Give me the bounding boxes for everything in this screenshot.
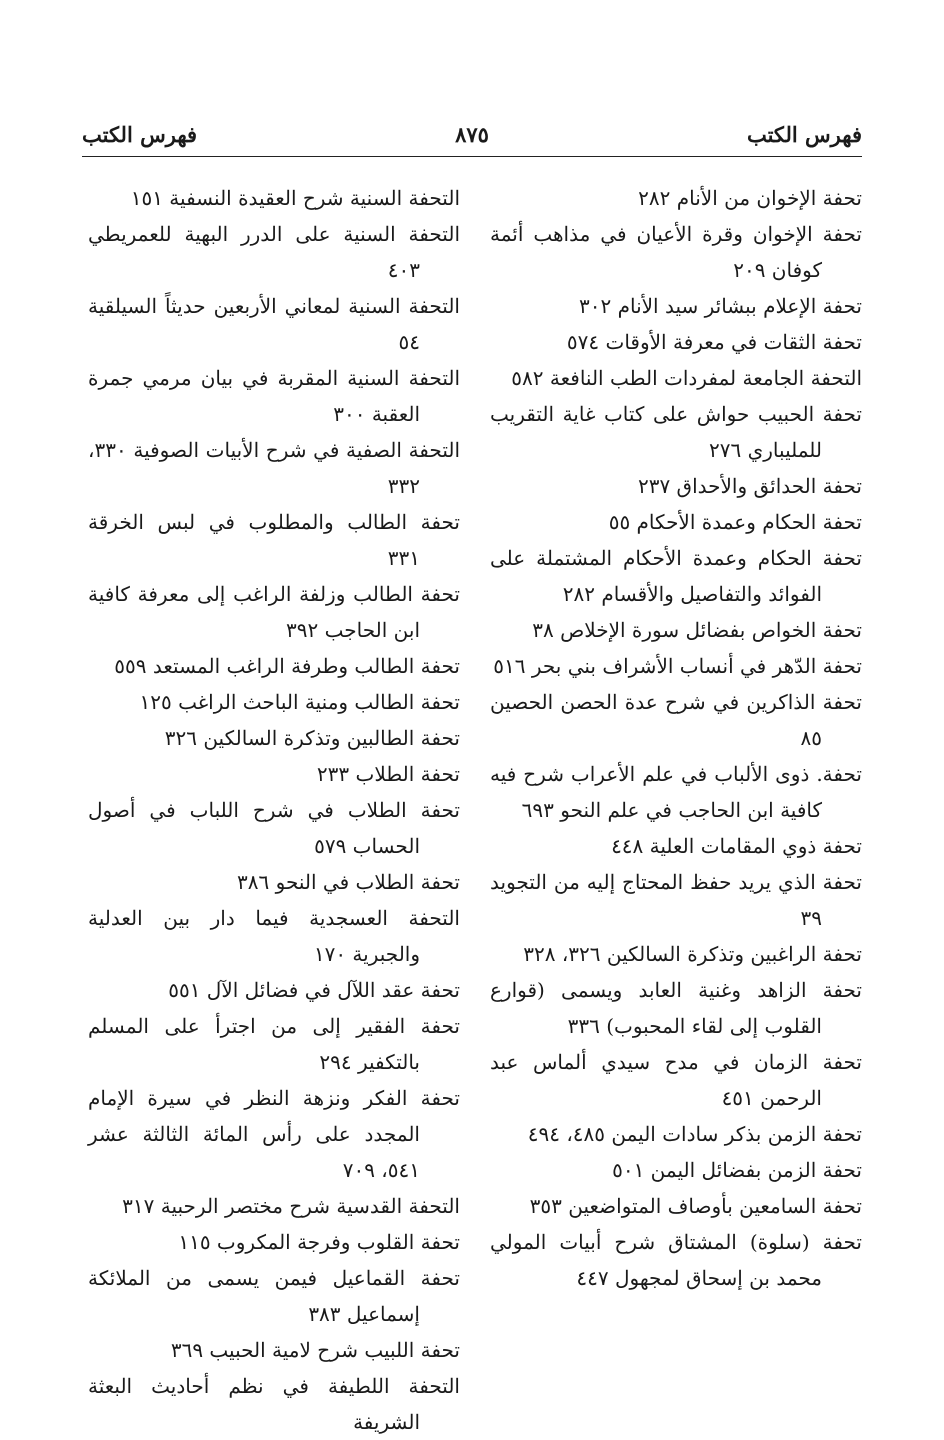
index-entry: التحفة السنية شرح العقيدة النسفية ١٥١ xyxy=(130,186,460,210)
index-entry: تحفة الطالبين وتذكرة السالكين ٣٢٦ xyxy=(164,726,460,750)
index-entry: تحفة الحدائق والأحداق ٢٣٧ xyxy=(637,474,862,498)
index-entry: تحفة (سلوة) المشتاق شرح أبيات المولي محمد بن إسحاق لمجهول ٤٤٧ xyxy=(490,1230,862,1290)
index-entry: التحفة السنية على الدرر البهية للعمريطي ٤٠٣ xyxy=(88,222,460,282)
index-entry: تحفة الحكام وعمدة الأحكام المشتملة على الفوائد والتفاصيل والأقسام ٢٨٢ xyxy=(490,546,862,606)
index-column-left xyxy=(88,180,460,1440)
index-entry: تحفة الراغبين وتذكرة السالكين ٣٢٦، ٣٢٨ xyxy=(523,942,862,966)
running-title-right: فهرس الكتب xyxy=(746,122,862,147)
index-entry: تحفة الدّهر في أنساب الأشراف بني بحر ٥١٦ xyxy=(493,654,862,678)
index-entry: تحفة الحبيب حواش على كتاب غاية التقريب للمليباري ٢٧٦ xyxy=(490,402,862,462)
index-entry: تحفة القلوب وفرجة المكروب ١١٥ xyxy=(178,1230,460,1254)
index-entry: تحفة الزمان في مدح سيدي ألماس عبد الرحمن ٤٥١ xyxy=(490,1050,862,1110)
index-entry: تحفة الزمن بذكر سادات اليمن ٤٨٥، ٤٩٤ xyxy=(527,1122,862,1146)
index-column-right xyxy=(490,180,862,1296)
index-entry: تحفة الذي يريد حفظ المحتاج إليه من التجويد ٣٩ xyxy=(490,870,862,930)
page-header xyxy=(82,118,862,158)
running-title-left: فهرس الكتب xyxy=(82,122,198,147)
index-entry: التحفة السنية لمعاني الأربعين حديثاً السيلقية ٥٤ xyxy=(88,294,460,354)
index-entry: تحفة عقد اللآل في فضائل الآل ٥٥١ xyxy=(168,978,460,1002)
index-entry: تحفة الزاهد وغنية العابد ويسمى (قوارع القلوب إلى لقاء المحبوب) ٣٣٦ xyxy=(490,978,862,1038)
header-rule xyxy=(82,156,862,157)
index-entry: تحفة الطلاب في شرح اللباب في أصول الحساب ٥٧٩ xyxy=(88,798,460,858)
index-entry: تحفة القماعيل فيمن يسمى من الملائكة إسماعيل ٣٨٣ xyxy=(88,1266,460,1326)
index-entry: تحفة الطالب وزلفة الراغب إلى معرفة كافية ابن الحاجب ٣٩٢ xyxy=(88,582,460,642)
index-entry: تحفة الطلاب في النحو ٣٨٦ xyxy=(237,870,460,894)
index-entry: تحفة الحكام وعمدة الأحكام ٥٥ xyxy=(608,510,862,534)
index-entry: تحفة الخواص بفضائل سورة الإخلاص ٣٨ xyxy=(532,618,862,642)
index-entry: تحفة الطالب ومنية الباحث الراغب ١٢٥ xyxy=(139,690,460,714)
index-entry: تحفة الثقات في معرفة الأوقات ٥٧٤ xyxy=(566,330,862,354)
index-entry: تحفة الفكر ونزهة النظر في سيرة الإمام المجدد على رأس المائة الثالثة عشر ٥٤١، ٧٠٩ xyxy=(88,1086,460,1182)
index-entry: التحفة العسجدية فيما دار بين العدلية والجبرية ١٧٠ xyxy=(88,906,460,966)
index-entry: تحفة. ذوى الألباب في علم الأعراب شرح فيه كافية ابن الحاجب في علم النحو ٦٩٣ xyxy=(490,762,862,822)
index-entry: التحفة السنية المقربة في بيان مرمي جمرة العقبة ٣٠٠ xyxy=(88,366,460,426)
page-number: ٨٧٥ xyxy=(455,122,489,147)
index-entry: تحفة ذوي المقامات العلية ٤٤٨ xyxy=(611,834,862,858)
index-entry: تحفة الإعلام ببشائر سيد الأنام ٣٠٢ xyxy=(579,294,862,318)
index-entry: تحفة الزمن بفضائل اليمن ٥٠١ xyxy=(612,1158,862,1182)
index-entry: تحفة اللبيب شرح لامية الحبيب ٣٦٩ xyxy=(170,1338,460,1362)
index-entry: التحفة الصفية في شرح الأبيات الصوفية ٣٣٠، ٣٣٢ xyxy=(88,438,460,498)
index-entry: تحفة الطلاب ٢٣٣ xyxy=(316,762,460,786)
index-entry: تحفة الفقير إلى من اجترأ على المسلم بالتكفير ٢٩٤ xyxy=(88,1014,460,1074)
index-entry: تحفة الإخوان من الأنام ٢٨٢ xyxy=(638,186,862,210)
index-entry: تحفة الذاكرين في شرح عدة الحصن الحصين ٨٥ xyxy=(490,690,862,750)
index-entry: تحفة الطالب والمطلوب في لبس الخرقة ٣٣١ xyxy=(88,510,460,570)
index-entry: تحفة الطالب وطرفة الراغب المستعد ٥٥٩ xyxy=(114,654,460,678)
index-entry: تحفة الإخوان وقرة الأعيان في مذاهب أئمة كوفان ٢٠٩ xyxy=(490,222,862,282)
index-entry: التحفة القدسية شرح مختصر الرحبية ٣١٧ xyxy=(122,1194,460,1218)
index-entry: التحفة اللطيفة في نظم أحاديث البعثة الشريفة xyxy=(88,1374,460,1434)
index-entry: التحفة الجامعة لمفردات الطب النافعة ٥٨٢ xyxy=(511,366,862,390)
index-entry: تحفة السامعين بأوصاف المتواضعين ٣٥٣ xyxy=(529,1194,862,1218)
